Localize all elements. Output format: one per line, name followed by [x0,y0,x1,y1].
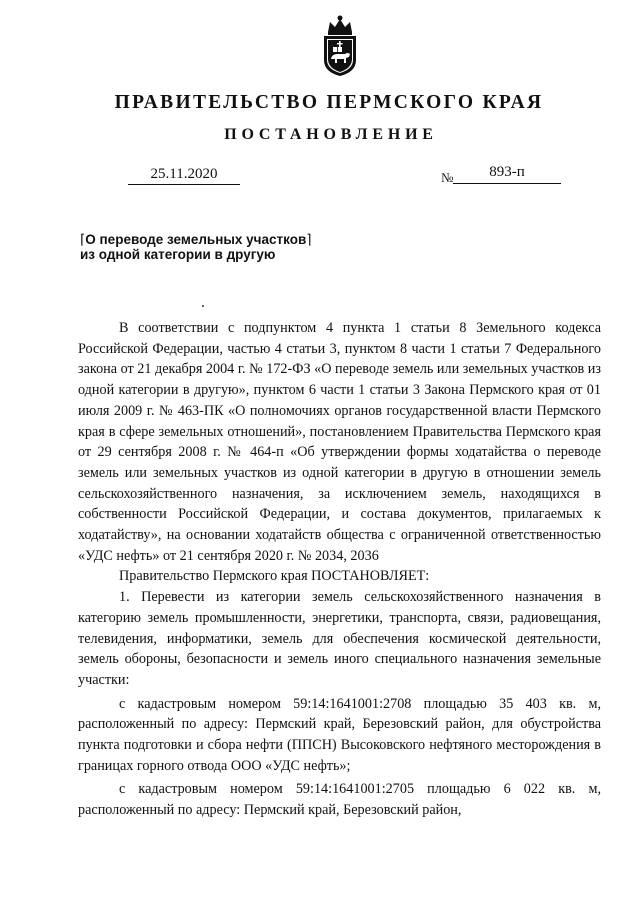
document-type: ПОСТАНОВЛЕНИЕ [224,126,438,143]
title-line-1: О переводе земельных участков [85,232,307,247]
parcel-2-paragraph: с кадастровым номером 59:14:1641001:2705 площадью 6 022 кв. м, расположенный по адресу: Пермский край, Березовский район, [78,781,601,819]
preamble-paragraph: В соответствии с подпунктом 4 пункта 1 статьи 8 Земельного кодекса Российской Федерации, частью 4 статьи 3, пунктом 8 части 1 статьи 7 Федерального закона от 21 декабря 2004 г. № 172-ФЗ «О переводе земель или земельных участков из одной категории в другую», пунктом 6 части 1 статьи 3 Закона Пермского края от 01 июля 2009 г. № 463-ПК «О полномочиях органов государственной власти Пермского края в сфере земельных отношений», постановлением Правительства Пермского края от 29 сентября 2008 г. № 464-п «Об утверждении формы ходатайства о переводе земель или земельных участков из одной категории в другую в отношении земель сельскохозяйственного назначения, за исключением земель, находящихся в собственности Российской Федерации, и состава документов, прилагаемых к ходатайству», на основании ходатайств общества с ограниченной ответственностью «УДС нефть» от 21 сентября 2020 г. № 2034, 2036 [78,320,601,564]
document-title [80,232,312,262]
document-date: 25.11.2020 [128,166,240,185]
title-corner-mark-right: ⌉ [306,232,312,247]
document-number: 893-п [453,164,561,184]
number-sign: № [441,170,454,185]
organization-title: ПРАВИТЕЛЬСТВО ПЕРМСКОГО КРАЯ [114,92,544,113]
item-1-paragraph: 1. Перевести из категории земель сельскохозяйственного назначения в категорию земель промышленности, энергетики, транспорта, связи, радиовещания, телевидения, информатики, земель для обеспечения космической деятельности, земель обороны, безопасности и земель иного специального назначения земельные участки: [78,589,601,688]
title-line-2: из одной категории в другую [80,247,276,262]
title-corner-mark-left: ⌈ [80,232,86,247]
resolves-paragraph: Правительство Пермского края ПОСТАНОВЛЯЕТ: [119,568,430,585]
parcel-1-paragraph: с кадастровым номером 59:14:1641001:2708 площадью 35 403 кв. м, расположенный по адресу: Пермский край, Березовский район, для обустройства пункта подготовки и сбора нефти (ППСН) Высоковского нефтяного месторождения в границах горного отвода ООО «УДС нефть»; [78,695,601,774]
document-body [78,318,601,821]
scan-speck [202,305,204,307]
perm-coat-of-arms-icon [318,14,362,78]
